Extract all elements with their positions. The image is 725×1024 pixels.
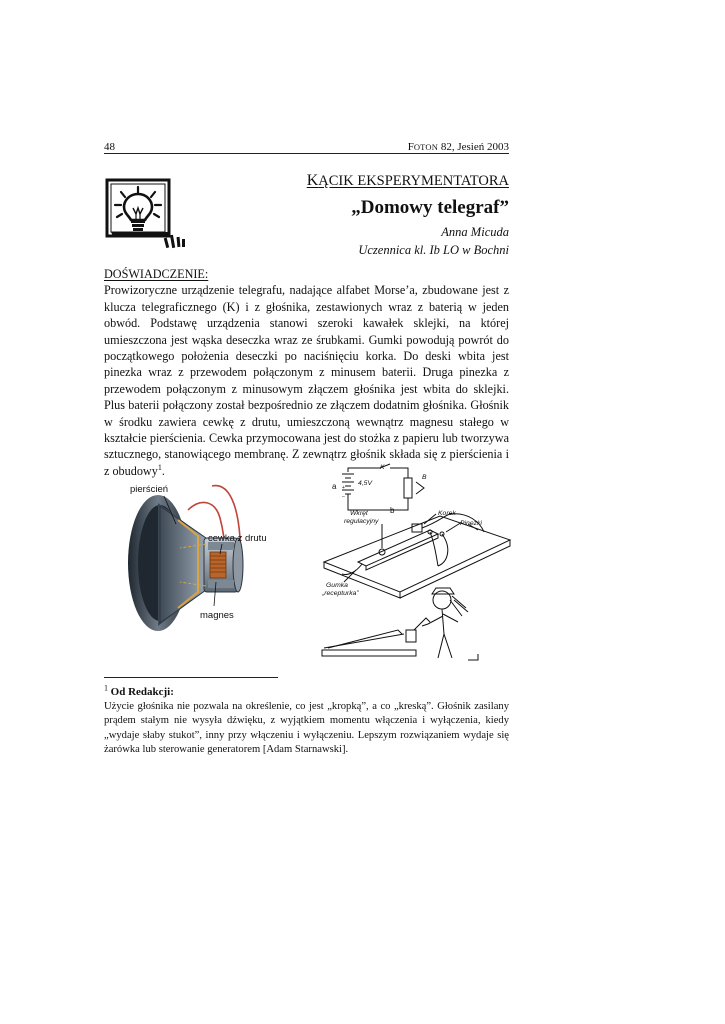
body-heading: DOŚWIADCZENIE: xyxy=(104,267,209,281)
label-a: a xyxy=(332,482,337,491)
footnote-heading: Od Redakcji: xyxy=(110,686,174,698)
label-coil: cewka z drutu xyxy=(208,533,267,544)
journal-issue: 82, Jesień 2003 xyxy=(438,141,509,153)
body-text-end: . xyxy=(161,463,165,478)
footnote-text: Użycie głośnika nie pozwala na określenie, co jest „kropką”, a co „kreską”. Głośnik zasilany prądem stałym nie wysyła dźwięku, z wyjątkiem momentu włączenia i wyłączenia, kiedy „wydaje słaby stukot”, inny przy włączeniu i wyłączeniu. Lepszym rozwiązaniem wydaje się żarówka lub sterowanie generatorem [Adam Starnawski]. xyxy=(104,701,509,755)
running-header xyxy=(104,140,509,154)
footnote-rule xyxy=(104,677,278,678)
battery-polarity-plus: + xyxy=(342,485,345,491)
body-text: Prowizoryczne urządzenie telegrafu, nadające alfabet Morse’a, zbudowane jest z klucza telegraficznego (K) i z głośnika, zestawionych wraz z baterią w jeden obwód. Podstawę urządzenia stanowi szeroki kawałek sklejki, na której umieszczona jest wąska deseczka wraz ze śrubkami. Gumki powodują powrót do początkowego położenia deseczki po naciśnięciu korka. Do deski wbita jest pinezka wraz z przewodem połączonym z minusem baterii. Druga pinezka z przewodem połączonym z minusowym złączem głośnika jest wbita do sklejki. Plus baterii połączony został bezpośrednio ze złączem dodatnim głośnika. Głośnik w środku zawiera cewkę z drutu, umieszczoną wewnątrz magnesu stałego w kształcie pierścienia. Cewka przymocowana jest do stożka z papieru lub tworzywa sztucznego, stanowiącego membranę. Z zewnątrz głośnik składa się z pierścienia i z obudowy xyxy=(104,283,509,478)
label-ring: pierścień xyxy=(130,484,169,495)
header-rule xyxy=(104,153,509,154)
article-author: Anna Micuda xyxy=(441,225,509,239)
label-bulb: B xyxy=(422,474,427,481)
journal-name-rest: OTON xyxy=(413,142,439,152)
label-pins: Pinezki xyxy=(460,520,482,527)
lightbulb-icon xyxy=(105,178,187,250)
label-rubber-line1: Gumka xyxy=(326,582,348,589)
label-rubber-line2: „recepturka” xyxy=(322,590,359,597)
journal-initial: F xyxy=(407,141,414,153)
speaker-figure xyxy=(120,478,290,638)
label-cork: Korek xyxy=(438,510,456,517)
section-title: KĄCIK EKSPERYMENTATORA xyxy=(306,172,509,189)
label-screw-line2: regulacyjny xyxy=(344,518,379,525)
label-b: b xyxy=(390,506,395,515)
label-voltage: 4,5V xyxy=(358,480,372,487)
footnote-reference[interactable]: 1 xyxy=(157,462,162,472)
article-body xyxy=(104,266,509,479)
battery-polarity-minus: – xyxy=(342,494,345,500)
journal-title xyxy=(408,140,509,154)
body-paragraph xyxy=(104,282,509,479)
footnote-mark: 1 xyxy=(104,683,108,693)
label-magnet: magnes xyxy=(200,610,234,621)
page-number: 48 xyxy=(104,141,115,153)
telegraph-figure xyxy=(318,462,514,662)
label-screw-line1: Wkręt xyxy=(350,510,368,517)
author-affiliation: Uczennica kl. Ib LO w Bochni xyxy=(358,243,509,257)
telegraph-illustration xyxy=(318,462,514,662)
footnote xyxy=(104,685,509,757)
label-key: K xyxy=(380,464,385,471)
article-title: „Domowy telegraf” xyxy=(351,197,509,218)
